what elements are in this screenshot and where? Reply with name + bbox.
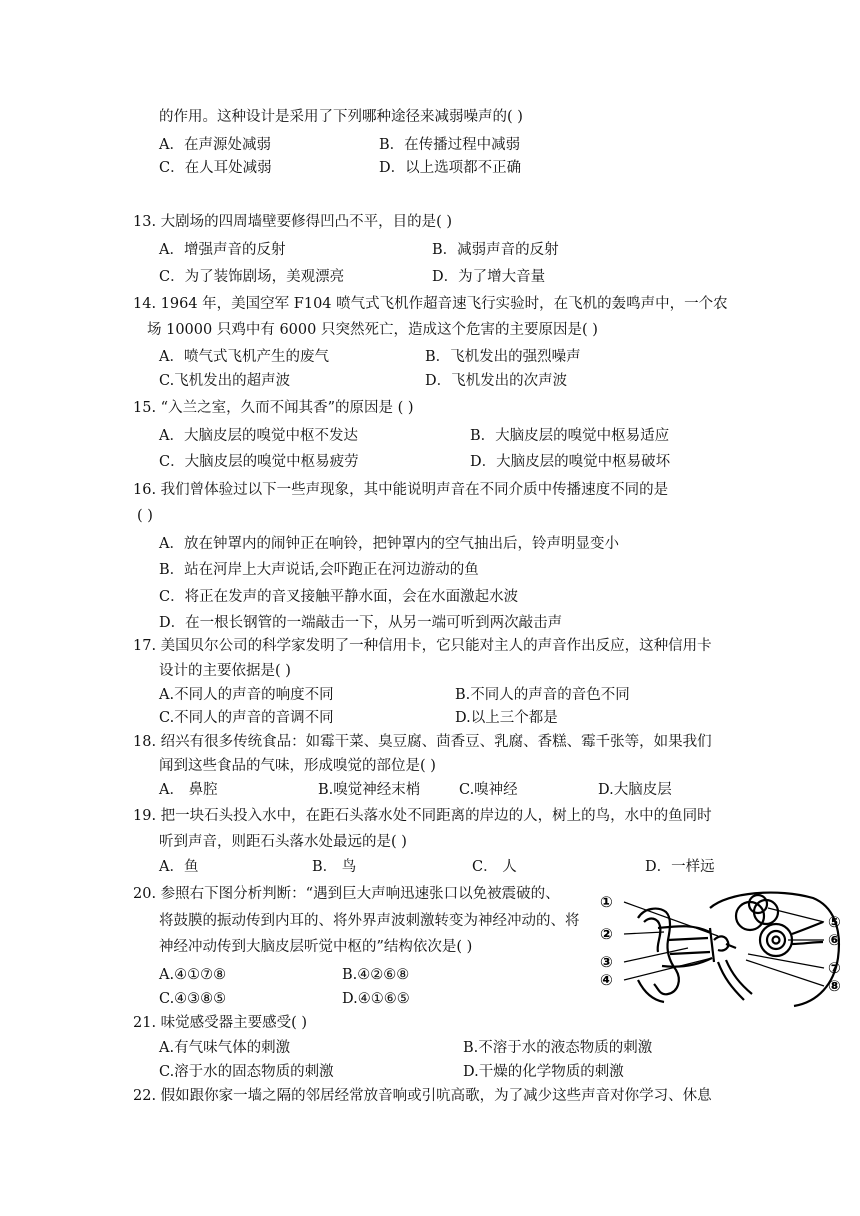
q21-stem: 21. 味觉感受器主要感受( ): [133, 1015, 308, 1031]
q15-stem: 15. “入兰之室，久而不闻其香”的原因是 ( ): [133, 400, 414, 416]
figure-label-4: ④: [600, 971, 613, 989]
q19-option-c: C． 人: [472, 859, 517, 875]
q21-option-a: A.有气味气体的刺激: [159, 1040, 291, 1056]
q18-stem-line2: 闻到这些食品的气味，形成嗅觉的部位是( ): [159, 758, 436, 774]
q17-stem-line2: 设计的主要依据是( ): [159, 663, 291, 679]
q13-option-b: B．减弱声音的反射: [432, 242, 559, 258]
q16-option-c: C．将正在发声的音叉接触平静水面，会在水面激起水波: [159, 589, 519, 605]
q19-stem-line2: 听到声音，则距石头落水处最远的是( ): [159, 834, 407, 850]
q17-option-d: D.以上三个都是: [455, 710, 558, 726]
q13-option-d: D．为了增大音量: [432, 269, 546, 285]
ear-structure-figure: [598, 888, 848, 1010]
q18-option-b: B.嗅觉神经末梢: [318, 782, 421, 798]
q18-stem-line1: 18. 绍兴有很多传统食品：如霉干菜、臭豆腐、茴香豆、乳腐、香糕、霉千张等，如果我们: [133, 734, 712, 750]
q21-option-d: D.干燥的化学物质的刺激: [463, 1064, 624, 1080]
q21-option-c: C.溶于水的固态物质的刺激: [159, 1064, 334, 1080]
q20-option-d: D.④①⑥⑤: [342, 991, 410, 1007]
q15-option-c: C．大脑皮层的嗅觉中枢易疲劳: [159, 454, 359, 470]
q14-option-c: C.飞机发出的超声波: [159, 373, 291, 389]
q16-option-d: D．在一根长钢管的一端敲击一下，从另一端可听到两次敲击声: [159, 615, 563, 631]
q20-stem-line3: 神经冲动传到大脑皮层听觉中枢的”结构依次是( ): [159, 939, 473, 955]
q20-stem-line1: 20. 参照右下图分析判断：“遇到巨大声响迅速张口以免被震破的、: [133, 886, 560, 902]
q12-option-d: D．以上选项都不正确: [379, 160, 522, 176]
q15-option-d: D．大脑皮层的嗅觉中枢易破坏: [470, 454, 671, 470]
q20-option-c: C.④③⑧⑤: [159, 991, 227, 1007]
q16-stem-line2: ( ): [137, 508, 153, 524]
q21-option-b: B.不溶于水的液态物质的刺激: [463, 1040, 653, 1056]
q18-option-c: C.嗅神经: [459, 782, 518, 798]
q17-stem-line1: 17. 美国贝尔公司的科学家发明了一种信用卡，它只能对主人的声音作出反应，这种信用卡: [133, 638, 712, 654]
figure-label-8: ⑧: [828, 977, 841, 995]
q16-option-a: A．放在钟罩内的闹钟正在响铃，把钟罩内的空气抽出后，铃声明显变小: [159, 536, 619, 552]
q17-option-a: A.不同人的声音的响度不同: [159, 687, 334, 703]
q15-option-b: B．大脑皮层的嗅觉中枢易适应: [470, 428, 670, 444]
q16-stem-line1: 16. 我们曾体验过以下一些声现象，其中能说明声音在不同介质中传播速度不同的是: [133, 482, 669, 498]
q19-option-b: B． 鸟: [312, 859, 357, 875]
q19-option-a: A．鱼: [159, 859, 199, 875]
q12-option-c: C．在人耳处减弱: [159, 160, 272, 176]
figure-label-3: ③: [600, 953, 613, 971]
q14-stem-line2: 场 10000 只鸡中有 6000 只突然死亡，造成这个危害的主要原因是( ): [147, 322, 598, 338]
q14-stem-line1: 14. 1964 年，美国空军 F104 喷气式飞机作超音速飞行实验时，在飞机的轰鸣声中，一个农: [133, 296, 728, 312]
q14-option-a: A．喷气式飞机产生的废气: [159, 349, 329, 365]
q12-option-a: A．在声源处减弱: [159, 137, 271, 153]
q19-option-d: D．一样远: [645, 859, 715, 875]
q17-option-b: B.不同人的声音的音色不同: [455, 687, 630, 703]
q20-option-a: A.④①⑦⑧: [159, 967, 227, 983]
figure-label-2: ②: [600, 925, 613, 943]
q12-option-b: B．在传播过程中减弱: [379, 137, 521, 153]
q12-stem-continuation: 的作用。这种设计是采用了下列哪种途径来减弱噪声的( ): [159, 109, 523, 125]
q13-option-a: A．增强声音的反射: [159, 242, 286, 258]
q18-option-d: D.大脑皮层: [598, 782, 672, 798]
figure-label-5: ⑤: [828, 913, 841, 931]
q16-option-b: B．站在河岸上大声说话,会吓跑正在河边游动的鱼: [159, 562, 479, 578]
q22-stem-line1: 22. 假如跟你家一墙之隔的邻居经常放音响或引吭高歌，为了减少这些声音对你学习、休息: [133, 1088, 712, 1104]
figure-label-6: ⑥: [828, 931, 841, 949]
q14-option-d: D．飞机发出的次声波: [425, 373, 568, 389]
q13-option-c: C．为了装饰剧场，美观漂亮: [159, 269, 345, 285]
q14-option-b: B．飞机发出的强烈噪声: [425, 349, 581, 365]
q19-stem-line1: 19. 把一块石头投入水中，在距石头落水处不同距离的岸边的人，树上的鸟，水中的鱼同时: [133, 808, 712, 824]
q15-option-a: A．大脑皮层的嗅觉中枢不发达: [159, 428, 358, 444]
figure-label-7: ⑦: [828, 959, 841, 977]
q13-stem: 13. 大剧场的四周墙壁要修得凹凸不平，目的是( ): [133, 214, 453, 230]
q17-option-c: C.不同人的声音的音调不同: [159, 710, 334, 726]
q20-stem-line2: 将鼓膜的振动传到内耳的、将外界声波刺激转变为神经冲动的、将: [159, 913, 580, 929]
q18-option-a: A． 鼻腔: [159, 782, 218, 798]
q20-option-b: B.④②⑥⑧: [342, 967, 410, 983]
figure-label-1: ①: [600, 893, 613, 911]
